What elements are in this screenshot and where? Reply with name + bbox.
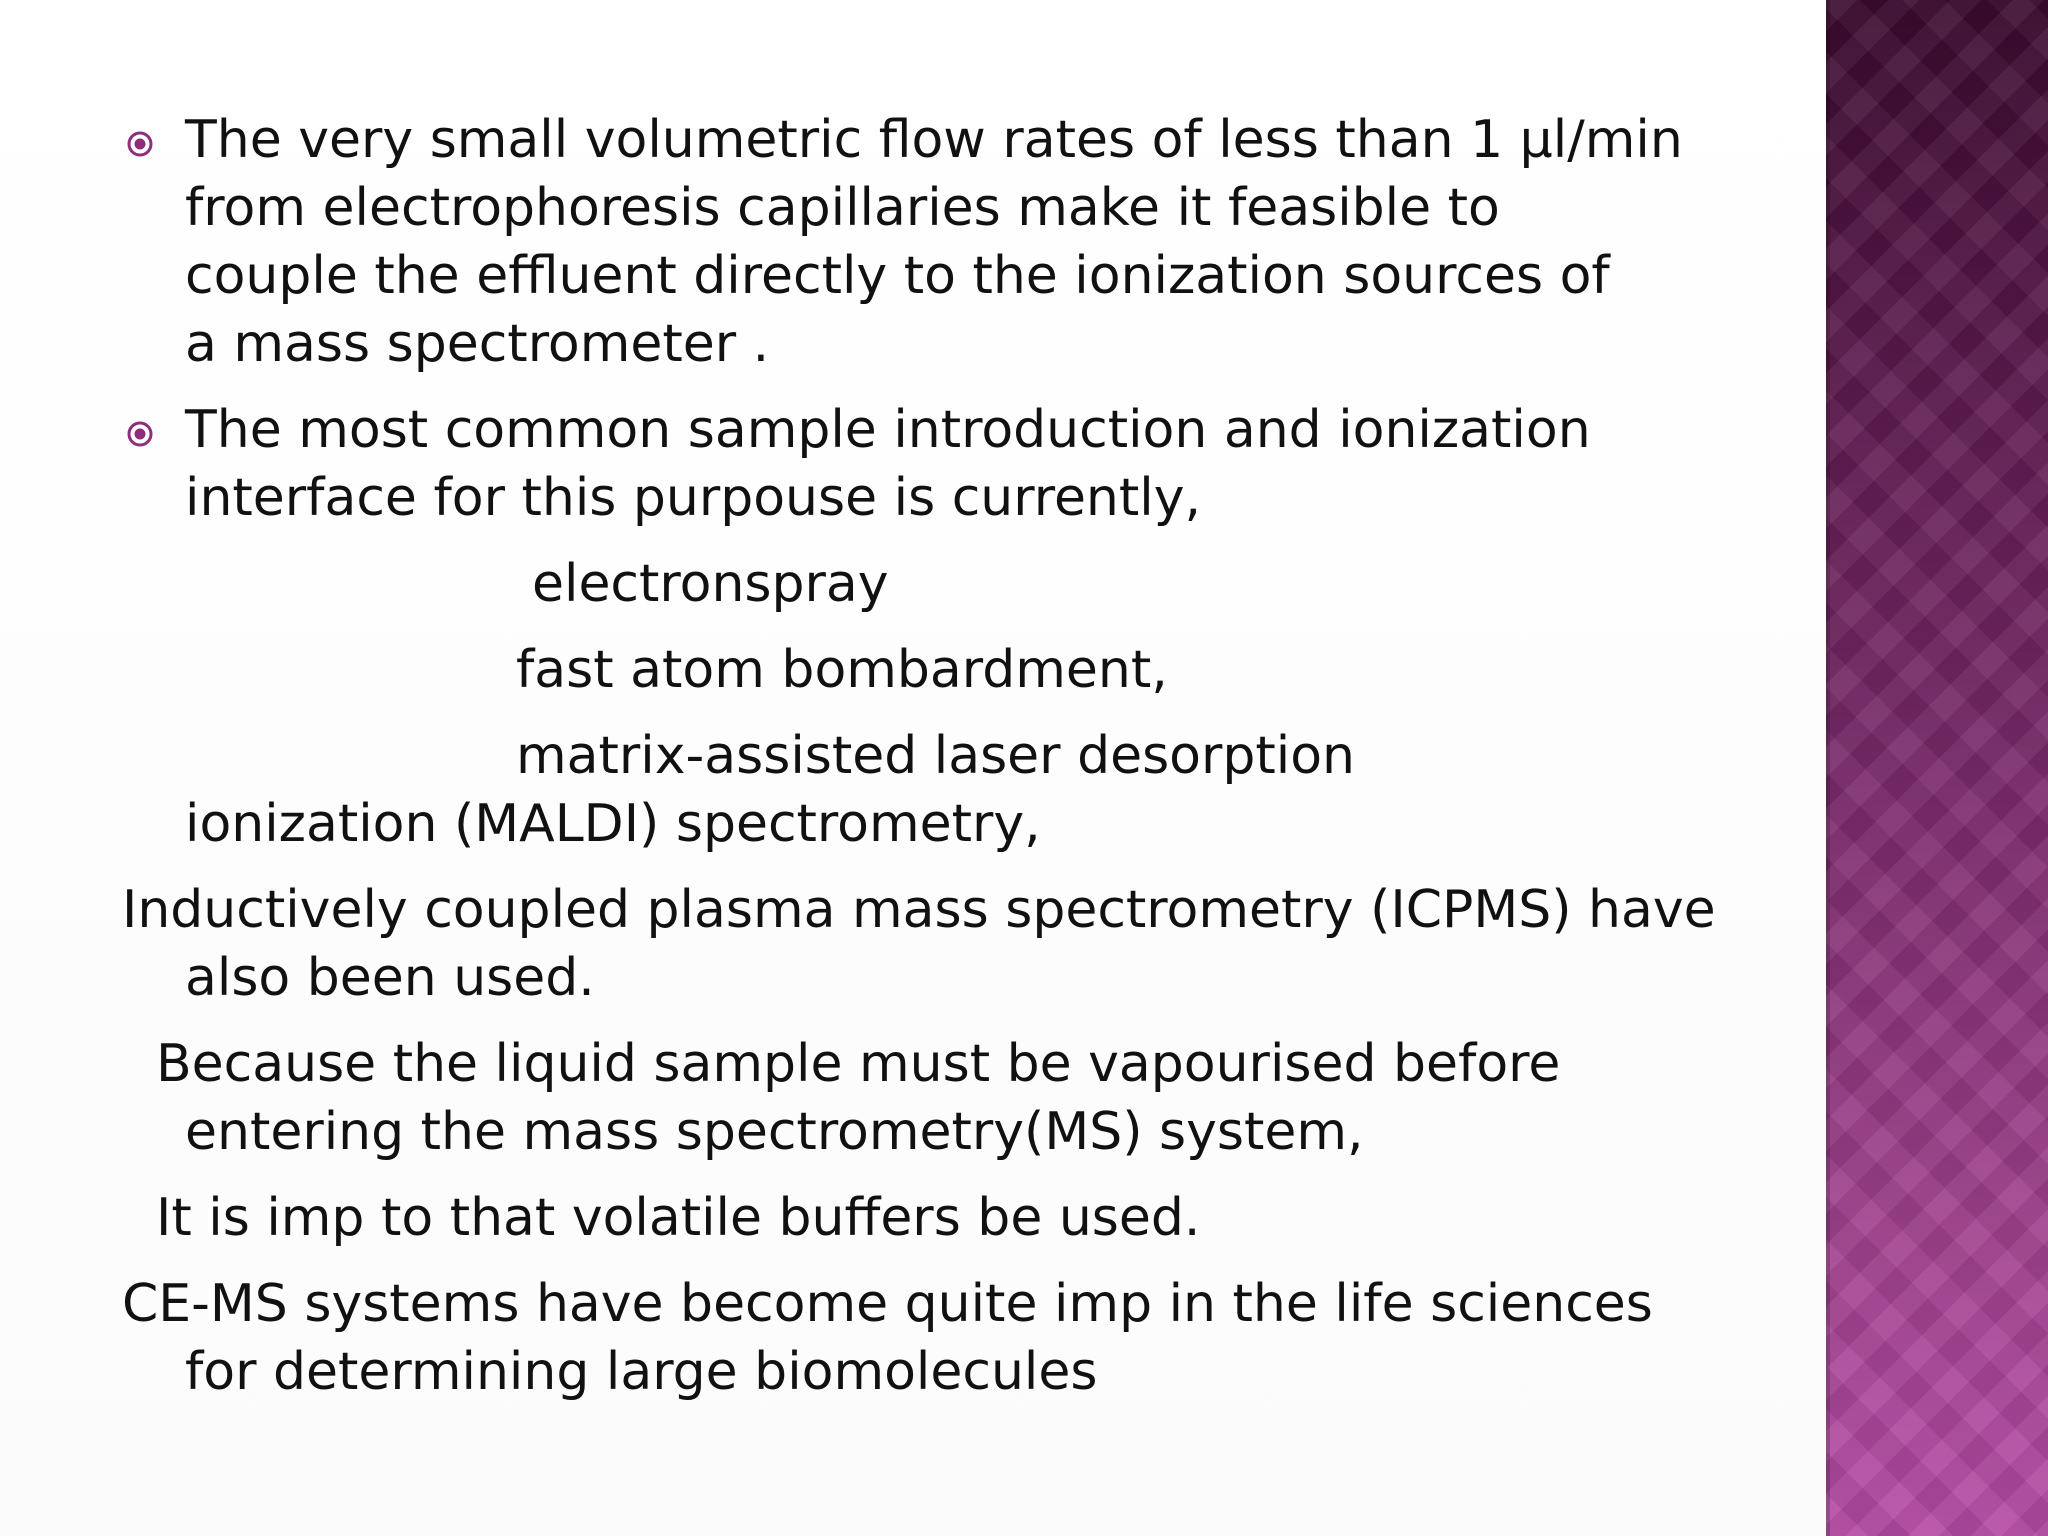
cems-line1: CE-MS systems have become quite imp in the life sciences — [122, 1274, 1653, 1334]
method-electrospray: electronspray — [532, 554, 889, 614]
bullet1-line2: from electrophoresis capillaries make it feasible to — [185, 178, 1500, 238]
side-panel-edge — [1826, 0, 1830, 1536]
method-maldi-line2: ionization (MALDI) spectrometry, — [185, 794, 1041, 854]
bullet2-line1: The most common sample introduction and ionization — [185, 400, 1591, 460]
bullet1-line3: couple the effluent directly to the ionization sources of — [185, 246, 1610, 306]
side-panel-texture — [1826, 0, 2048, 1536]
method-maldi-line1: matrix-assisted laser desorption — [516, 726, 1355, 786]
bullet2-line2: interface for this purpouse is currently, — [185, 468, 1202, 528]
circle-dot-bullet-icon — [126, 420, 154, 448]
icpms-line1: Inductively coupled plasma mass spectrometry (ICPMS) have — [122, 880, 1716, 940]
decorative-side-panel — [1826, 0, 2048, 1536]
cems-line2: for determining large biomolecules — [185, 1342, 1098, 1402]
bullet1-line1: The very small volumetric flow rates of less than 1 μl/min — [185, 110, 1683, 170]
vapour-line1: Because the liquid sample must be vapourised before — [156, 1034, 1561, 1094]
vapour-line2: entering the mass spectrometry(MS) system, — [185, 1102, 1364, 1162]
bullet1-line4: a mass spectrometer . — [185, 314, 770, 374]
icpms-line2: also been used. — [185, 948, 595, 1008]
circle-dot-bullet-icon — [126, 130, 154, 158]
method-fast-atom-bombardment: fast atom bombardment, — [516, 640, 1168, 700]
buffers-line: It is imp to that volatile buffers be used. — [156, 1188, 1201, 1248]
